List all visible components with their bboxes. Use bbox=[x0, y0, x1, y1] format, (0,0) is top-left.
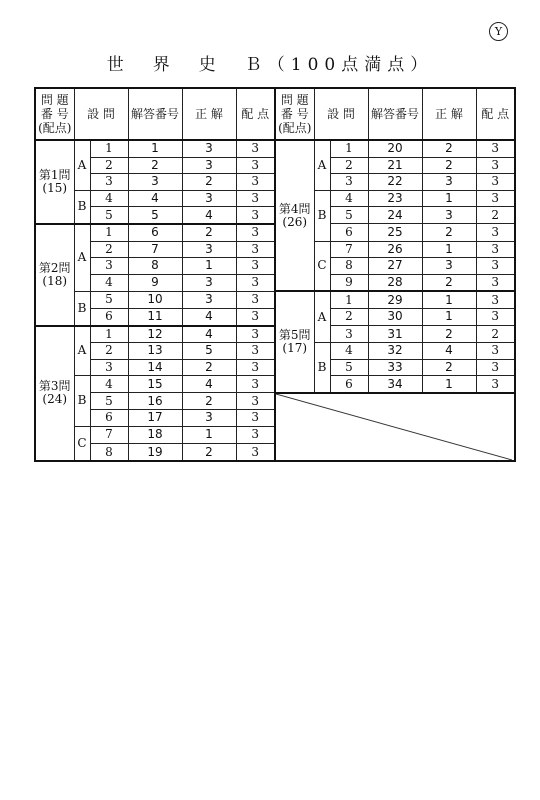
points-value-right: 3 bbox=[476, 174, 515, 191]
correct-answer: 4 bbox=[182, 207, 236, 224]
header-answer-number-right: 解答番号 bbox=[368, 88, 422, 140]
correct-answer: 5 bbox=[182, 343, 236, 360]
points-value: 3 bbox=[236, 308, 275, 325]
correct-answer: 3 bbox=[182, 274, 236, 291]
question-item-number: 1 bbox=[90, 140, 128, 157]
sub-group-label: C bbox=[314, 241, 330, 291]
answer-number-right: 25 bbox=[368, 224, 422, 241]
answer-number: 18 bbox=[128, 426, 182, 444]
answer-number-right: 29 bbox=[368, 291, 422, 308]
answer-number: 1 bbox=[128, 140, 182, 157]
question-score: (17) bbox=[282, 341, 308, 356]
correct-answer: 3 bbox=[182, 190, 236, 207]
correct-answer-right: 3 bbox=[422, 258, 476, 275]
points-value: 3 bbox=[236, 291, 275, 308]
sub-group-label: B bbox=[74, 376, 90, 426]
question-item-number-right: 5 bbox=[330, 359, 368, 376]
question-item-number-right: 7 bbox=[330, 241, 368, 258]
answer-number-right: 27 bbox=[368, 258, 422, 275]
question-item-number: 2 bbox=[90, 343, 128, 360]
question-label: 第1問 bbox=[38, 167, 71, 182]
header-question-number-right: 問 題 番 号 (配点) bbox=[275, 88, 314, 140]
correct-answer: 2 bbox=[182, 393, 236, 410]
answer-number: 10 bbox=[128, 291, 182, 308]
answer-number-right: 32 bbox=[368, 343, 422, 360]
correct-answer-right: 2 bbox=[422, 359, 476, 376]
answer-number-right: 24 bbox=[368, 207, 422, 224]
header-sub-question: 設 問 bbox=[74, 88, 128, 140]
question-item-number: 5 bbox=[90, 291, 128, 308]
correct-answer: 2 bbox=[182, 359, 236, 376]
question-item-number-right: 2 bbox=[330, 308, 368, 325]
points-value: 3 bbox=[236, 207, 275, 224]
table-row bbox=[35, 140, 515, 157]
question-item-number: 7 bbox=[90, 426, 128, 444]
question-item-number: 4 bbox=[90, 274, 128, 291]
answer-number-right: 28 bbox=[368, 274, 422, 291]
question-label-cell bbox=[275, 140, 314, 291]
points-value: 3 bbox=[236, 157, 275, 174]
points-value-right: 3 bbox=[476, 376, 515, 393]
header-question-number: 問 題 番 号 (配点) bbox=[35, 88, 74, 140]
answer-number: 16 bbox=[128, 393, 182, 410]
correct-answer-right: 1 bbox=[422, 241, 476, 258]
correct-answer-right: 1 bbox=[422, 190, 476, 207]
points-value-right: 3 bbox=[476, 140, 515, 157]
correct-answer-right: 1 bbox=[422, 376, 476, 393]
answer-number: 14 bbox=[128, 359, 182, 376]
page-title: 世 界 史 Ｂ（100点満点） bbox=[106, 55, 434, 75]
points-value-right: 3 bbox=[476, 308, 515, 325]
correct-answer: 2 bbox=[182, 444, 236, 461]
question-label: 第3問 bbox=[38, 379, 71, 394]
answer-number: 6 bbox=[128, 224, 182, 241]
question-label-cell bbox=[275, 291, 314, 393]
correct-answer: 3 bbox=[182, 291, 236, 308]
question-label: 第4問 bbox=[278, 201, 311, 216]
header-sub-question-right: 設 問 bbox=[314, 88, 368, 140]
question-item-number: 6 bbox=[90, 308, 128, 325]
points-value: 3 bbox=[236, 258, 275, 275]
correct-answer-right: 2 bbox=[422, 326, 476, 343]
correct-answer-right: 2 bbox=[422, 224, 476, 241]
sub-group-label: C bbox=[74, 426, 90, 461]
points-value-right: 2 bbox=[476, 326, 515, 343]
correct-answer: 3 bbox=[182, 241, 236, 258]
diagonal-line bbox=[276, 394, 512, 460]
answer-number-right: 21 bbox=[368, 157, 422, 174]
answer-number: 15 bbox=[128, 376, 182, 393]
answer-number-right: 33 bbox=[368, 359, 422, 376]
correct-answer-right: 3 bbox=[422, 174, 476, 191]
question-item-number-right: 6 bbox=[330, 376, 368, 393]
points-value: 3 bbox=[236, 190, 275, 207]
sub-group-label: A bbox=[74, 326, 90, 376]
answer-number: 13 bbox=[128, 343, 182, 360]
sub-group-label: B bbox=[314, 343, 330, 393]
points-value: 3 bbox=[236, 241, 275, 258]
question-label: 第2問 bbox=[38, 260, 71, 275]
points-value-right: 3 bbox=[476, 190, 515, 207]
question-item-number: 1 bbox=[90, 224, 128, 241]
header-correct: 正 解 bbox=[182, 88, 236, 140]
correct-answer: 1 bbox=[182, 426, 236, 444]
points-value: 3 bbox=[236, 174, 275, 191]
table-row bbox=[35, 291, 515, 308]
correct-answer: 3 bbox=[182, 410, 236, 427]
question-item-number-right: 1 bbox=[330, 291, 368, 308]
question-score: (15) bbox=[42, 180, 68, 195]
header-answer-number: 解答番号 bbox=[128, 88, 182, 140]
correct-answer: 3 bbox=[182, 140, 236, 157]
points-value-right: 3 bbox=[476, 258, 515, 275]
header-points: 配 点 bbox=[236, 88, 275, 140]
points-value: 3 bbox=[236, 140, 275, 157]
points-value-right: 3 bbox=[476, 224, 515, 241]
answer-table bbox=[34, 87, 516, 462]
points-value: 3 bbox=[236, 343, 275, 360]
answer-number: 4 bbox=[128, 190, 182, 207]
question-item-number: 3 bbox=[90, 174, 128, 191]
question-item-number: 1 bbox=[90, 326, 128, 343]
points-value-right: 3 bbox=[476, 241, 515, 258]
correct-answer: 4 bbox=[182, 376, 236, 393]
points-value-right: 2 bbox=[476, 207, 515, 224]
question-item-number-right: 2 bbox=[330, 157, 368, 174]
answer-number-right: 23 bbox=[368, 190, 422, 207]
question-item-number-right: 1 bbox=[330, 140, 368, 157]
question-score: (18) bbox=[42, 273, 68, 288]
question-item-number: 5 bbox=[90, 393, 128, 410]
table-row bbox=[35, 393, 515, 410]
question-item-number-right: 9 bbox=[330, 274, 368, 291]
correct-answer: 1 bbox=[182, 258, 236, 275]
correct-answer-right: 2 bbox=[422, 157, 476, 174]
question-item-number: 2 bbox=[90, 157, 128, 174]
correct-answer: 4 bbox=[182, 308, 236, 325]
question-score: (24) bbox=[42, 392, 68, 407]
points-value-right: 3 bbox=[476, 343, 515, 360]
points-value: 3 bbox=[236, 444, 275, 461]
correct-answer-right: 1 bbox=[422, 308, 476, 325]
question-label-cell bbox=[35, 224, 74, 326]
correct-answer-right: 1 bbox=[422, 291, 476, 308]
sub-group-label: A bbox=[314, 291, 330, 342]
correct-answer-right: 3 bbox=[422, 207, 476, 224]
sub-group-label: B bbox=[74, 190, 90, 224]
points-value: 3 bbox=[236, 359, 275, 376]
answer-number: 8 bbox=[128, 258, 182, 275]
points-value: 3 bbox=[236, 326, 275, 343]
answer-number: 17 bbox=[128, 410, 182, 427]
answer-number-right: 34 bbox=[368, 376, 422, 393]
answer-number: 7 bbox=[128, 241, 182, 258]
header-points-right: 配 点 bbox=[476, 88, 515, 140]
correct-answer: 2 bbox=[182, 224, 236, 241]
question-label-cell bbox=[35, 140, 74, 224]
sub-group-label: B bbox=[74, 291, 90, 325]
correct-answer: 4 bbox=[182, 326, 236, 343]
correct-answer-right: 4 bbox=[422, 343, 476, 360]
sub-group-label: A bbox=[74, 140, 90, 190]
points-value: 3 bbox=[236, 393, 275, 410]
points-value: 3 bbox=[236, 376, 275, 393]
correct-answer-right: 2 bbox=[422, 140, 476, 157]
header-correct-right: 正 解 bbox=[422, 88, 476, 140]
answer-number-right: 30 bbox=[368, 308, 422, 325]
sub-group-label: A bbox=[314, 140, 330, 190]
answer-number: 12 bbox=[128, 326, 182, 343]
answer-number: 5 bbox=[128, 207, 182, 224]
sub-group-label: A bbox=[74, 224, 90, 291]
sub-group-label: B bbox=[314, 190, 330, 241]
question-item-number: 8 bbox=[90, 444, 128, 461]
answer-number: 9 bbox=[128, 274, 182, 291]
points-value-right: 3 bbox=[476, 359, 515, 376]
correct-answer: 2 bbox=[182, 174, 236, 191]
question-item-number-right: 3 bbox=[330, 174, 368, 191]
answer-number-right: 31 bbox=[368, 326, 422, 343]
answer-number: 11 bbox=[128, 308, 182, 325]
answer-number-right: 20 bbox=[368, 140, 422, 157]
correct-answer-right: 2 bbox=[422, 274, 476, 291]
points-value: 3 bbox=[236, 426, 275, 444]
question-item-number-right: 6 bbox=[330, 224, 368, 241]
corner-mark: Y bbox=[489, 22, 508, 41]
answer-number-right: 22 bbox=[368, 174, 422, 191]
blank-area bbox=[275, 393, 515, 461]
question-item-number: 3 bbox=[90, 258, 128, 275]
answer-number: 3 bbox=[128, 174, 182, 191]
points-value-right: 3 bbox=[476, 157, 515, 174]
question-item-number: 4 bbox=[90, 376, 128, 393]
question-item-number-right: 3 bbox=[330, 326, 368, 343]
question-item-number-right: 4 bbox=[330, 343, 368, 360]
points-value-right: 3 bbox=[476, 274, 515, 291]
question-item-number: 5 bbox=[90, 207, 128, 224]
question-item-number-right: 5 bbox=[330, 207, 368, 224]
question-item-number-right: 4 bbox=[330, 190, 368, 207]
question-item-number: 6 bbox=[90, 410, 128, 427]
question-label-cell bbox=[35, 326, 74, 461]
question-score: (26) bbox=[282, 214, 308, 229]
question-label: 第5問 bbox=[278, 328, 311, 343]
answer-number-right: 26 bbox=[368, 241, 422, 258]
question-item-number: 2 bbox=[90, 241, 128, 258]
points-value-right: 3 bbox=[476, 291, 515, 308]
question-item-number: 3 bbox=[90, 359, 128, 376]
correct-answer: 3 bbox=[182, 157, 236, 174]
question-item-number: 4 bbox=[90, 190, 128, 207]
answer-number: 2 bbox=[128, 157, 182, 174]
points-value: 3 bbox=[236, 224, 275, 241]
points-value: 3 bbox=[236, 274, 275, 291]
points-value: 3 bbox=[236, 410, 275, 427]
answer-number: 19 bbox=[128, 444, 182, 461]
question-item-number-right: 8 bbox=[330, 258, 368, 275]
